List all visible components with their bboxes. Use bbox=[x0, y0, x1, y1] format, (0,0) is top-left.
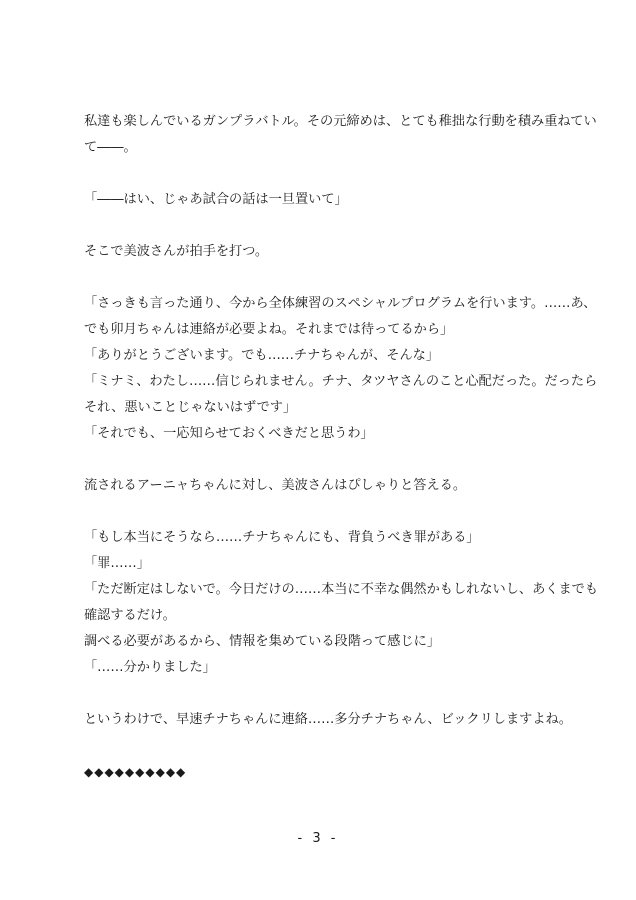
dialogue-line: 「――はい、じゃあ試合の話は一旦置いて」 bbox=[84, 192, 348, 207]
blank-line bbox=[84, 161, 559, 187]
dialogue-line: 「さっきも言った通り、今から全体練習のスペシャルプログラムを行います。……あ、 bbox=[84, 296, 597, 311]
text-line: 私達も楽しんでいるガンプラバトル。その元締めは、とても稚拙な行動を積み重ねてい bbox=[84, 114, 597, 129]
dialogue-line: でも卯月ちゃんは連絡が必要よね。それまでは待ってるから」 bbox=[84, 322, 454, 337]
text-line: 流されるアーニャちゃんに対し、美波さんはぴしゃりと答える。 bbox=[84, 478, 467, 493]
blank-line bbox=[84, 681, 559, 707]
dialogue-line: それ、悪いことじゃないはずです」 bbox=[84, 400, 297, 415]
dialogue-line: 「ありがとうございます。でも……チナちゃんが、そんな」 bbox=[84, 348, 440, 363]
dialogue-line: 「ミナミ、わたし……信じられません。チナ、タツヤさんのこと心配だった。だったら bbox=[84, 374, 598, 389]
blank-line bbox=[84, 733, 559, 759]
blank-line bbox=[84, 265, 559, 291]
dialogue-line: 「罪……」 bbox=[84, 556, 150, 571]
dialogue-line: 「もし本当にそうなら……チナちゃんにも、背負うべき罪がある」 bbox=[84, 530, 480, 545]
page-number: - 3 - bbox=[297, 831, 339, 846]
body-text bbox=[84, 109, 599, 785]
dialogue-line: 「ただ断定はしないで。今日だけの……本当に不幸な偶然かもしれないし、あくまでも bbox=[84, 582, 599, 597]
blank-line bbox=[84, 447, 559, 473]
scene-separator: ◆◆◆◆◆◆◆◆◆◆ bbox=[84, 765, 187, 779]
text-line: というわけで、早速チナちゃんに連絡……多分チナちゃん、ビックリしますよね。 bbox=[84, 712, 572, 727]
text-line: て――。 bbox=[84, 140, 137, 155]
text-line: そこで美波さんが拍手を打つ。 bbox=[84, 244, 269, 259]
blank-line bbox=[84, 213, 559, 239]
dialogue-line: 「それでも、一応知らせておくべきだと思うわ」 bbox=[84, 426, 374, 441]
dialogue-line: 調べる必要があるから、情報を集めている段階って感じに」 bbox=[84, 634, 441, 649]
dialogue-line: 「……分かりました」 bbox=[84, 660, 216, 675]
dialogue-line: 確認するだけ。 bbox=[84, 608, 176, 623]
blank-line bbox=[84, 499, 559, 525]
